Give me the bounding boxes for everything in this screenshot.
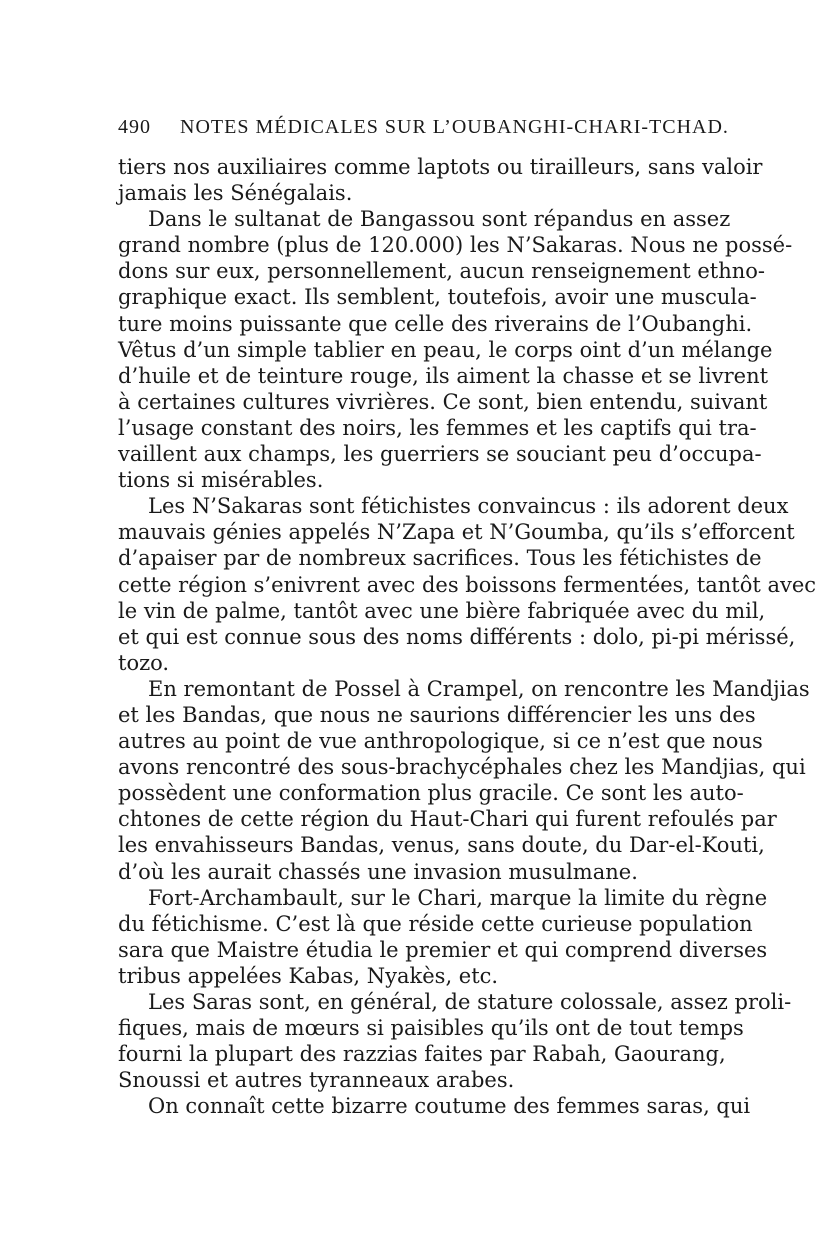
- text-line: graphique exact. Ils semblent, toutefois, avoir une muscula-: [118, 285, 757, 310]
- text-line: et les Bandas, que nous ne saurions différencier les uns des: [118, 702, 756, 727]
- text-line: fourni la plupart des razzias faites par Rabah, Gaourang,: [118, 1042, 726, 1067]
- text-line: cette région s’enivrent avec des boissons fermentées, tantôt avec: [118, 572, 816, 597]
- text-line: l’usage constant des noirs, les femmes et les captifs qui tra-: [118, 415, 757, 440]
- text-line: d’apaiser par de nombreux sacrifices. Tous les fétichistes de: [118, 546, 762, 571]
- text-line: autres au point de vue anthropologique, si ce n’est que nous: [118, 729, 763, 754]
- text-line: Vêtus d’un simple tablier en peau, le corps oint d’un mélange: [118, 337, 773, 362]
- text-line: tribus appelées Kabas, Nyakès, etc.: [118, 963, 499, 988]
- text-line: Dans le sultanat de Bangassou sont répandus en assez: [148, 207, 731, 232]
- text-line: En remontant de Possel à Crampel, on rencontre les Mandjias: [148, 676, 810, 701]
- running-head: [118, 116, 729, 144]
- text-line: Snoussi et autres tyranneaux arabes.: [118, 1068, 515, 1093]
- text-line: et qui est connue sous des noms différents : dolo, pi-pi mérissé,: [118, 624, 796, 649]
- text-line: jamais les Sénégalais.: [118, 181, 353, 206]
- text-line: du fétichisme. C’est là que réside cette curieuse population: [118, 911, 753, 936]
- text-line: Fort-Archambault, sur le Chari, marque la limite du règne: [148, 885, 768, 910]
- text-line: tiers nos auxiliaires comme laptots ou tirailleurs, sans valoir: [118, 155, 763, 179]
- text-line: possèdent une conformation plus gracile. Ce sont les auto-: [118, 781, 744, 806]
- text-line: Les Saras sont, en général, de stature colossale, assez proli-: [148, 990, 792, 1014]
- text-line: le vin de palme, tantôt avec une bière fabriquée avec du mil,: [118, 598, 766, 623]
- text-line: tions si misérables.: [118, 468, 324, 493]
- text-line: les envahisseurs Bandas, venus, sans doute, du Dar-el-Kouti,: [118, 833, 765, 858]
- text-line: grand nombre (plus de 120.000) les N’Sakaras. Nous ne possé-: [118, 233, 793, 258]
- text-line: à certaines cultures vivrières. Ce sont, bien entendu, suivant: [118, 389, 768, 414]
- text-line: mauvais génies appelés N’Zapa et N’Goumba, qu’ils s’efforcent: [118, 520, 795, 545]
- text-line: vaillent aux champs, les guerriers se souciant peu d’occupa-: [118, 442, 762, 467]
- text-line: sara que Maistre étudia le premier et qui comprend diverses: [118, 937, 768, 962]
- text-line: On connaît cette bizarre coutume des femmes saras, qui: [148, 1094, 751, 1119]
- page-number: 490: [118, 116, 151, 138]
- text-line: fiques, mais de mœurs si paisibles qu’ils ont de tout temps: [118, 1016, 744, 1041]
- text-line: tozo.: [118, 650, 170, 675]
- text-line: chtones de cette région du Haut-Chari qui furent refoulés par: [118, 807, 777, 832]
- text-line: d’où les aurait chassés une invasion musulmane.: [118, 859, 638, 884]
- text-line: Les N’Sakaras sont fétichistes convaincus : ils adorent deux: [148, 494, 789, 519]
- running-head-title: NOTES MÉDICALES SUR L’OUBANGHI-CHARI-TCHAD.: [180, 116, 729, 138]
- body-text: [118, 154, 816, 1119]
- text-line: ture moins puissante que celle des riverains de l’Oubanghi.: [118, 311, 753, 336]
- text-line: dons sur eux, personnellement, aucun renseignement ethno-: [118, 259, 766, 284]
- text-line: avons rencontré des sous-brachycéphales chez les Mandjias, qui: [118, 755, 806, 780]
- text-line: d’huile et de teinture rouge, ils aiment la chasse et se livrent: [118, 363, 769, 388]
